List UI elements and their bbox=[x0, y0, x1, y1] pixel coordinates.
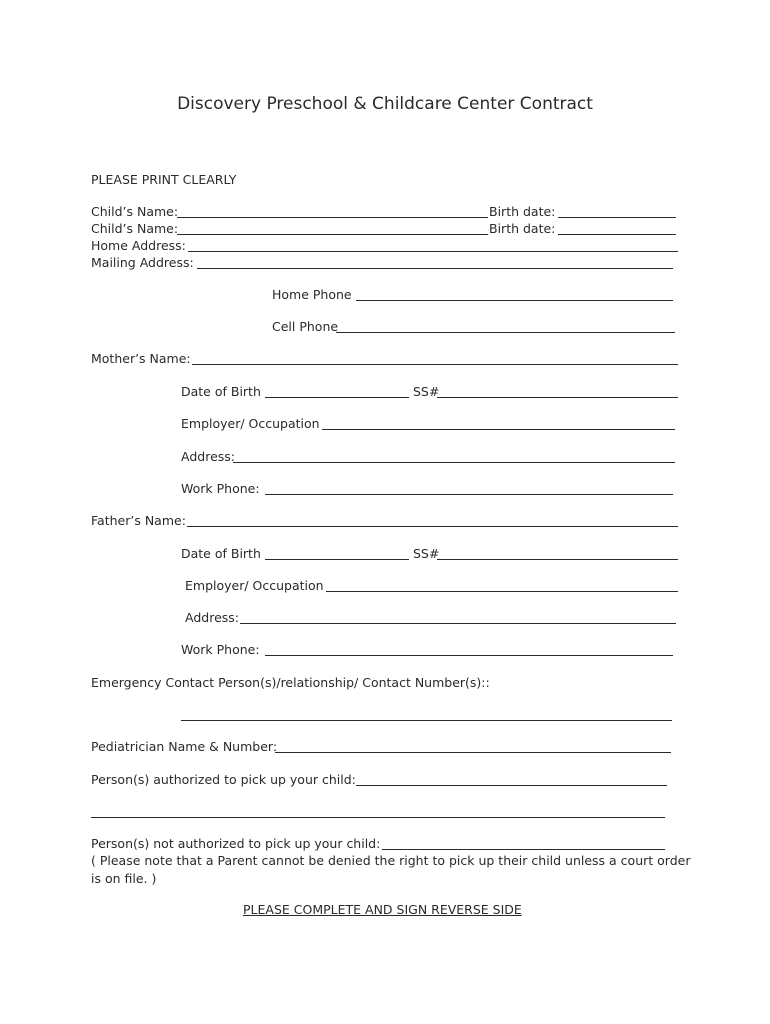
pediatrician-field[interactable] bbox=[275, 752, 671, 753]
mother-employer-field[interactable] bbox=[322, 429, 675, 430]
mother-work-phone-label: Work Phone: bbox=[181, 481, 260, 496]
father-employer-label: Employer/ Occupation bbox=[185, 578, 324, 593]
mailing-address-field[interactable] bbox=[197, 268, 673, 269]
mother-ss-label: SS# bbox=[413, 384, 440, 399]
father-name-field[interactable] bbox=[187, 526, 678, 527]
child-name-label-2: Child’s Name: bbox=[91, 221, 179, 236]
form-title: Discovery Preschool & Childcare Center Contract bbox=[177, 94, 593, 114]
home-address-label: Home Address: bbox=[91, 238, 186, 253]
emergency-contact-label: Emergency Contact Person(s)/relationship/ Contact Number(s):: bbox=[91, 675, 490, 690]
father-ss-label: SS# bbox=[413, 546, 440, 561]
reverse-side-notice: PLEASE COMPLETE AND SIGN REVERSE SIDE bbox=[243, 902, 522, 917]
birth-date-field-2[interactable] bbox=[558, 234, 676, 235]
cell-phone-field[interactable] bbox=[336, 332, 675, 333]
child-name-label-1: Child’s Name: bbox=[91, 204, 179, 219]
birth-date-label-2: Birth date: bbox=[489, 221, 556, 236]
mother-name-field[interactable] bbox=[192, 364, 678, 365]
mother-address-label: Address: bbox=[181, 449, 235, 464]
mother-name-label: Mother’s Name: bbox=[91, 351, 191, 366]
home-phone-label: Home Phone bbox=[272, 287, 352, 302]
home-phone-field[interactable] bbox=[356, 300, 673, 301]
mother-work-phone-field[interactable] bbox=[265, 494, 673, 495]
birth-date-field-1[interactable] bbox=[558, 217, 676, 218]
child-name-field-2[interactable] bbox=[177, 234, 488, 235]
father-dob-label: Date of Birth bbox=[181, 546, 261, 561]
mailing-address-label: Mailing Address: bbox=[91, 255, 194, 270]
not-authorized-pickup-field[interactable] bbox=[382, 849, 665, 850]
birth-date-label-1: Birth date: bbox=[489, 204, 556, 219]
cell-phone-label: Cell Phone bbox=[272, 319, 339, 334]
father-work-phone-label: Work Phone: bbox=[181, 642, 260, 657]
father-ss-field[interactable] bbox=[437, 559, 678, 560]
court-order-note: ( Please note that a Parent cannot be denied the right to pick up their child unless a court order is on file. ) bbox=[91, 853, 691, 886]
father-work-phone-field[interactable] bbox=[265, 655, 673, 656]
child-name-field-1[interactable] bbox=[177, 217, 488, 218]
home-address-field[interactable] bbox=[188, 251, 678, 252]
authorized-pickup-field-1[interactable] bbox=[356, 785, 667, 786]
print-clearly-instruction: PLEASE PRINT CLEARLY bbox=[91, 172, 237, 187]
father-dob-field[interactable] bbox=[265, 559, 409, 560]
mother-dob-field[interactable] bbox=[265, 397, 409, 398]
father-name-label: Father’s Name: bbox=[91, 513, 186, 528]
father-address-label: Address: bbox=[185, 610, 239, 625]
authorized-pickup-field-2[interactable] bbox=[91, 817, 665, 818]
pediatrician-label: Pediatrician Name & Number: bbox=[91, 739, 278, 754]
mother-ss-field[interactable] bbox=[437, 397, 678, 398]
emergency-contact-field[interactable] bbox=[181, 720, 672, 721]
father-address-field[interactable] bbox=[240, 623, 676, 624]
mother-dob-label: Date of Birth bbox=[181, 384, 261, 399]
mother-employer-label: Employer/ Occupation bbox=[181, 416, 320, 431]
not-authorized-pickup-label: Person(s) not authorized to pick up your child: bbox=[91, 836, 381, 851]
mother-address-field[interactable] bbox=[233, 462, 675, 463]
authorized-pickup-label: Person(s) authorized to pick up your child: bbox=[91, 772, 356, 787]
father-employer-field[interactable] bbox=[326, 591, 678, 592]
